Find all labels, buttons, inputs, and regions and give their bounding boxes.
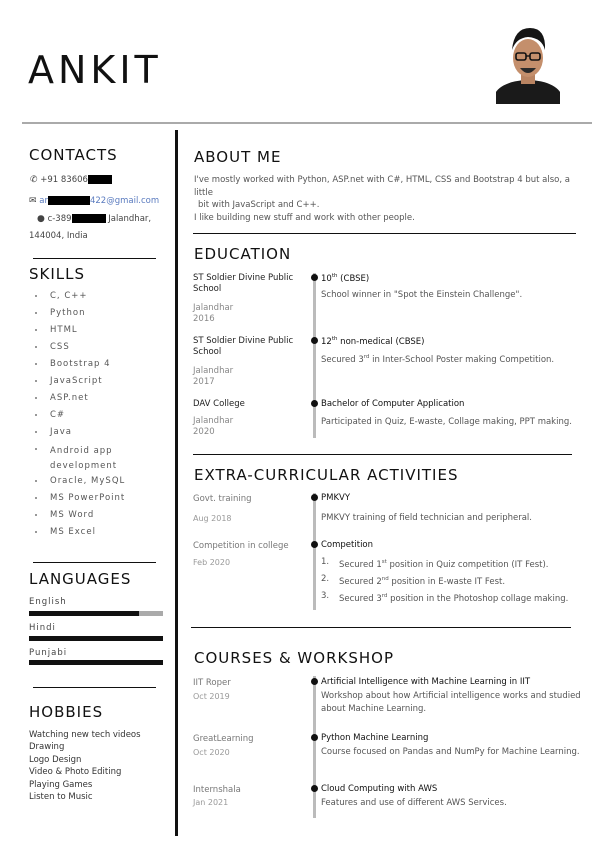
school-city: Jalandhar [193, 366, 234, 376]
skill-item: JavaScript [50, 376, 103, 386]
course-title: Python Machine Learning [321, 733, 429, 743]
course-desc: Course focused on Pandas and NumPy for Machine Learning. [321, 747, 580, 757]
contacts-title: CONTACTS [29, 146, 118, 164]
language-bar [29, 611, 163, 616]
skill-item: C, C++ [50, 291, 88, 301]
school-name-2: School [193, 347, 222, 357]
divider [193, 454, 572, 455]
divider [33, 687, 156, 688]
phone-number[interactable]: +91 83606 [40, 175, 88, 185]
about-line: I've mostly worked with Python, ASP.net with C#, HTML, CSS and Bootstrap 4 but also, a little [194, 175, 570, 198]
activity-desc: PMKVY training of field technician and peripheral. [321, 513, 532, 523]
skill-item: Python [50, 308, 85, 318]
skill-item: MS PowerPoint [50, 493, 125, 503]
degree-title: Bachelor of Computer Application [321, 399, 465, 409]
degree-title: 10th (CBSE) [321, 273, 370, 284]
courses-title: COURSES & WORKSHOP [194, 649, 394, 667]
hobbies-list [29, 729, 141, 803]
school-city: Jalandhar [193, 303, 234, 313]
course-title: Cloud Computing with AWS [321, 784, 438, 794]
divider [191, 627, 571, 628]
language-bar [29, 636, 163, 641]
timeline-line [313, 273, 316, 438]
course-date: Oct 2020 [193, 748, 230, 757]
skill-item: ASP.net [50, 393, 89, 403]
degree-title: 12th non-medical (CBSE) [321, 336, 425, 347]
degree-desc: Participated in Quiz, E-waste, Collage making, PPT making. [321, 417, 572, 427]
education-title: EDUCATION [194, 245, 292, 263]
timeline-dot [311, 785, 318, 792]
skill-item: Java [50, 427, 72, 437]
mail-icon: ✉ [29, 196, 37, 206]
school-name: ST Soldier Divine Public [193, 336, 294, 346]
address-city: Jalandhar, [108, 214, 152, 224]
divider [33, 258, 156, 259]
course-desc: Features and use of different AWS Services. [321, 798, 507, 808]
timeline-dot [311, 678, 318, 685]
school-year: 2016 [193, 314, 215, 324]
hobby-item: Video & Photo Editing [29, 767, 122, 778]
school-name: DAV College [193, 399, 245, 409]
location-pin-icon: ● [37, 214, 45, 224]
hobby-item: Drawing [29, 742, 65, 753]
achievement-item: 2. Secured 2nd position in E-waste IT Fest. [321, 574, 506, 587]
skill-item: Bootstrap 4 [50, 359, 111, 369]
address-prefix: c-389 [47, 214, 72, 224]
course-org: Internshala [193, 785, 241, 795]
about-text [194, 174, 589, 224]
activity-title: PMKVY [321, 493, 351, 503]
about-line: I like building new stuff and work with other people. [194, 212, 415, 223]
email-suffix[interactable]: 422@gmail.com [89, 196, 160, 206]
about-line: bit with JavaScript and C++. [198, 200, 320, 210]
divider [193, 233, 576, 234]
education-entry-left [193, 336, 303, 388]
resume-name: ANKIT [28, 48, 162, 92]
skills-title: SKILLS [29, 265, 86, 283]
language-name: English [29, 597, 67, 607]
course-desc: Workshop about how Artificial intelligence works and studied about Machine Learning. [321, 691, 581, 714]
school-city: Jalandhar [193, 416, 234, 426]
extra-title: EXTRA-CURRICULAR ACTIVITIES [194, 466, 459, 484]
degree-desc: School winner in "Spot the Einstein Challenge". [321, 290, 523, 300]
skill-item: C# [50, 410, 65, 420]
skill-item: MS Excel [50, 527, 96, 537]
skill-item: Oracle, MySQL [50, 476, 125, 486]
activity-title: Competition [321, 540, 374, 550]
language-bar [29, 660, 163, 665]
phone-line [30, 175, 112, 185]
skill-item: HTML [50, 325, 78, 335]
redaction-bar [88, 175, 112, 184]
activity-date: Aug 2018 [193, 514, 232, 523]
languages-title: LANGUAGES [29, 570, 132, 588]
hobby-item: Playing Games [29, 779, 93, 790]
activity-date: Feb 2020 [193, 558, 231, 567]
divider [33, 562, 156, 563]
about-title: ABOUT ME [194, 148, 282, 166]
achievement-item: 1. Secured 1st position in Quiz competition (IT Fest). [321, 557, 549, 570]
course-org: IIT Roper [193, 678, 231, 688]
address-line [37, 214, 151, 224]
skill-item: CSS [50, 342, 70, 352]
timeline-dot [311, 541, 318, 548]
course-date: Oct 2019 [193, 692, 230, 701]
education-entry-left [193, 399, 303, 438]
hobby-item: Logo Design [29, 754, 82, 765]
header-divider [22, 122, 592, 124]
school-name-2: School [193, 284, 222, 294]
hobby-item: Listen to Music [29, 792, 93, 803]
profile-photo [496, 20, 560, 104]
hobbies-title: HOBBIES [29, 703, 104, 721]
course-title: Artificial Intelligence with Machine Learning in IIT [321, 677, 531, 687]
hobby-item: Watching new tech videos [29, 730, 141, 740]
course-date: Jan 2021 [193, 798, 229, 807]
timeline-dot [311, 494, 318, 501]
address-line-2: 144004, India [29, 231, 88, 241]
timeline-dot [311, 337, 318, 344]
education-entry-left [193, 273, 303, 325]
course-org: GreatLearning [193, 734, 254, 744]
achievement-item: 3. Secured 3rd position in the Photoshop collage making. [321, 591, 569, 604]
redaction-bar [48, 196, 90, 205]
phone-icon: ✆ [30, 175, 38, 185]
activity-label: Competition in college [193, 541, 289, 551]
school-year: 2020 [193, 427, 215, 437]
email-prefix[interactable]: ar [39, 196, 48, 206]
email-line [29, 196, 159, 206]
timeline-line [313, 493, 316, 610]
language-name: Hindi [29, 623, 56, 633]
activity-label: Govt. training [193, 494, 252, 504]
degree-desc: Secured 3rd in Inter-School Poster making Competition. [321, 354, 555, 365]
column-divider [175, 130, 178, 836]
timeline-dot [311, 274, 318, 281]
redaction-bar [72, 214, 106, 223]
timeline-dot [311, 400, 318, 407]
school-name: ST Soldier Divine Public [193, 273, 294, 283]
school-year: 2017 [193, 377, 215, 387]
timeline-dot [311, 734, 318, 741]
language-name: Punjabi [29, 648, 68, 658]
skill-item: Android app development [50, 444, 130, 474]
timeline-line [313, 676, 316, 818]
skill-item: MS Word [50, 510, 94, 520]
